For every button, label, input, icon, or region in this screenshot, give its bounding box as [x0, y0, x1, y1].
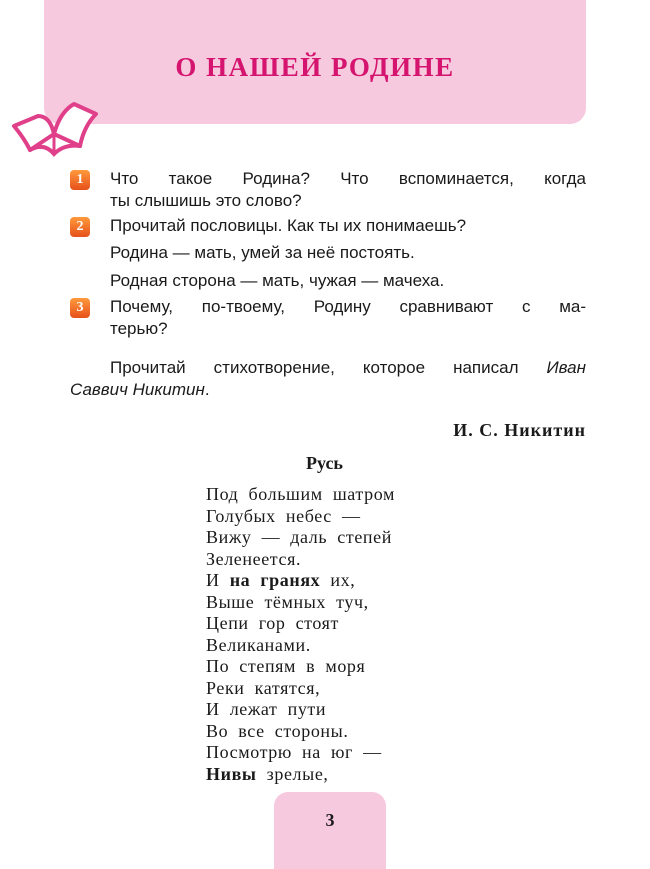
question-1-line-1: Что такое Родина? Что вспоминается, когда	[110, 169, 586, 188]
poem-line: Вижу — даль степей	[206, 527, 392, 547]
poem-title: Русь	[306, 453, 343, 473]
intro-end: .	[204, 380, 210, 399]
question-3-line-2: терью?	[110, 319, 168, 338]
poem-line: Реки катятся,	[206, 677, 321, 698]
poem-line	[206, 570, 395, 592]
intro-author-rest: Саввич Никитин	[70, 380, 205, 399]
poem-line-5-bold: на гранях	[229, 570, 321, 590]
poem-line: Выше тёмных туч,	[206, 591, 369, 612]
poem-line: Посмотрю на юг —	[206, 742, 382, 762]
poem-line: Зеленеется.	[206, 548, 302, 569]
proverb-2: Родная сторона — мать, чужая — мачеха.	[110, 271, 445, 290]
question-1	[110, 168, 586, 212]
intro-paragraph	[70, 357, 586, 401]
poem-last-bold: Нивы	[206, 763, 257, 784]
poem-author: И. С. Никитин	[453, 420, 586, 440]
poem-line: И лежат пути	[206, 699, 327, 719]
proverb-1: Родина — мать, умей за неё постоять.	[110, 243, 415, 262]
poem-line-5-end: их,	[320, 570, 356, 590]
poem-line: По степям в моря	[206, 656, 366, 676]
poem-line: Голубых небес —	[206, 505, 361, 526]
question-1-line-2: ты слышишь это слово?	[110, 191, 302, 210]
intro-text: Прочитай стихотворение, которое написал	[110, 358, 547, 377]
intro-author-first: Иван	[546, 358, 586, 377]
question-3-line-1: Почему, по-твоему, Родину сравнивают с ма-	[110, 297, 586, 316]
page-title: О НАШЕЙ РОДИНЕ	[175, 52, 455, 82]
question-number-1: 1	[70, 170, 90, 190]
question-2	[110, 215, 586, 237]
poem-line: Великанами.	[206, 634, 311, 655]
book-icon	[8, 92, 100, 168]
poem-last-rest: зрелые,	[256, 763, 329, 784]
poem-line: Цепи гор стоят	[206, 613, 340, 633]
poem-line: Во все стороны.	[206, 720, 349, 741]
question-2-line-1: Прочитай пословицы. Как ты их понимаешь?	[110, 216, 467, 235]
question-number-2: 2	[70, 217, 90, 237]
poem-body	[206, 484, 395, 785]
page-number: 3	[325, 810, 335, 830]
poem-line: Под большим шатром	[206, 484, 395, 504]
question-number-3: 3	[70, 298, 90, 318]
poem-line	[206, 764, 395, 786]
poem-line-5-start: И	[206, 570, 230, 590]
question-3	[110, 296, 586, 340]
